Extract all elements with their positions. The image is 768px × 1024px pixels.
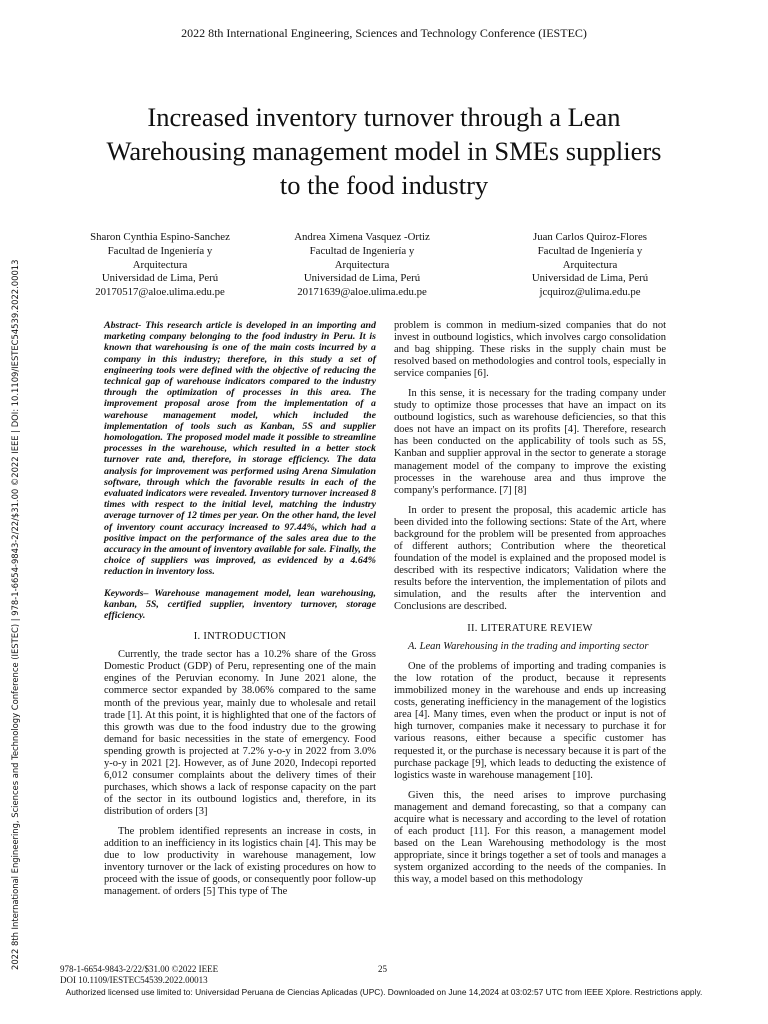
abstract: Abstract- This research article is developed in an importing and marketing company belonging to the food industry in Peru. It is known that warehousing is one of the main costs incurred by a company in this industry; therefore, in this study a set of engineering tools were defined with the objective of reducing the technical gap of warehouse indicators compared to the industry through the optimization of processes in this area. The improvement proposal arose from the implementation of a warehouse management model, which included the implementation of tools such as Kanban, 5S and supplier homologation. The proposed model made it possible to streamline processes in the warehouse, which resulted in a better stock turnover rate and, therefore, in storage efficiency. The data analysis for improvement was performed using Arena Simulation software, through which the favorable results in each of the evaluated indicators were revealed. Inventory turnover increased 8 times with respect to the initial level, matching the industry average turnover of 12 times per year. On the other hand, the level of inventory count accuracy increased to 97.44%, which had a positive impact on the performance of the sales area due to the accuracy in the amount of inventory available for sale. Finally, the choice of suppliers was improved, as evidenced by a 4.64% reduction in inventory loss. [104, 320, 376, 578]
title-line: Warehousing management model in SMEs suppliers [106, 136, 662, 166]
author-3 [490, 231, 690, 300]
author-dept: Facultad de Ingeniería y [309, 244, 415, 257]
paragraph: Currently, the trade sector has a 10.2% share of the Gross Domestic Product (GDP) of Peru, representing one of the main engines of the Peruvian economy. In June 2021 alone, the commerce sector expanded by 38.06% compared to the same month of the previous year, mainly due to wholesale and retail trade [1]. At this point, it is highlighted that one of the factors of this growth was due to the food industry due to the growing demand for basic necessities in the state of emergency. Food spending growth is projected at 7.2% y-o-y in 2022 from 3.0% y-o-y in 2021 [2]. However, as of June 2020, Indecopi reported 6,012 consumer complaints about the delivery times of their purchases, which shows a lack of response capacity on the part of the sector in its outbound logistics and, therefore, in its distribution of orders [3] [104, 649, 376, 817]
author-email: 20171639@aloe.ulima.edu.pe [297, 286, 427, 299]
paragraph: Given this, the need arises to improve purchasing management and demand forecasting, so that a company can acquire what is necessary and according to the level of rotation of each product [11]. For this reason, a management model based on the Lean Warehousing methodology is the most appropriate, since it brings together a set of tools and manages a system organized according to the needs of the companies. In this way, a model based on this methodology [394, 789, 666, 885]
author-dept: Facultad de Ingeniería y [107, 244, 213, 257]
isbn: 978-1-6654-9843-2/22/$31.00 ©2022 IEEE [60, 964, 219, 974]
paragraph: problem is common in medium-sized companies that do not invest in outbound logistics, which involves cargo consolidation and bag shipping. These risks in the supply chain must be resolved based on methodologies and control tools, especially in service companies [6]. [394, 320, 666, 380]
author-university: Universidad de Lima, Perú [531, 272, 649, 285]
left-column [104, 320, 376, 906]
author-2 [262, 231, 462, 300]
author-name: Andrea Ximena Vasquez -Ortiz [294, 231, 430, 243]
author-university: Universidad de Lima, Perú [101, 272, 219, 285]
conference-header: 2022 8th International Engineering, Sciences and Technology Conference (IESTEC) [181, 26, 587, 40]
author-dept: Arquitectura [132, 258, 188, 271]
author-1 [60, 231, 260, 300]
page-number: 25 [378, 964, 387, 974]
author-email: jcquiroz@ulima.edu.pe [539, 286, 641, 299]
paragraph: In this sense, it is necessary for the trading company under study to optimize those processes that have an impact on its outbound logistics, such as warehouse deficiencies, so that this does not have an impact on its profits [4]. Therefore, research has been conducted on the applicability of tools such as 5S, Kanban and supplier approval in the sector to generate a storage management model of the company to improve the existing processes in the warehouse area and thus improve the company's performance. [7] [8] [394, 388, 666, 496]
subsection-heading: A. Lean Warehousing in the trading and importing sector [408, 641, 649, 653]
title-line: Increased inventory turnover through a Lean [147, 102, 621, 132]
author-university: Universidad de Lima, Perú [303, 272, 421, 285]
section-heading: II. LITERATURE REVIEW [467, 623, 593, 635]
author-dept: Arquitectura [334, 258, 390, 271]
author-dept: Arquitectura [562, 258, 618, 271]
author-dept: Facultad de Ingeniería y [537, 244, 643, 257]
keywords: Keywords– Warehouse management model, lean warehousing, kanban, 5S, certified supplier, inventory turnover, storage efficiency. [104, 587, 376, 622]
title-line: to the food industry [279, 170, 489, 200]
right-column [394, 320, 666, 894]
side-banner: 2022 8th International Engineering, Sciences and Technology Conference (IESTEC) | 978-1-6654-9843-2/22/$31.00 ©2022 IEEE | DOI: 10.1109/IESTEC54539.2022.00013 [10, 259, 20, 970]
doi: DOI 10.1109/IESTEC54539.2022.00013 [60, 975, 208, 985]
author-name: Sharon Cynthia Espino-Sanchez [90, 231, 230, 243]
paper-title [70, 100, 698, 202]
section-heading: I. INTRODUCTION [193, 631, 287, 643]
author-email: 20170517@aloe.ulima.edu.pe [95, 286, 225, 299]
author-name: Juan Carlos Quiroz-Flores [533, 231, 647, 243]
license-notice: Authorized licensed use limited to: Universidad Peruana de Ciencias Aplicadas (UPC). Downloaded on June 14,2024 at 03:02:57 UTC from IEEE Xplore. Restrictions apply. [65, 987, 703, 997]
paragraph: One of the problems of importing and trading companies is the low rotation of the product, because it represents immobilized money in the warehouse and ends up increasing costs, generating inefficiency in the management of the logistics area [4]. Many times, even when the product or input is not of high turnover, companies make it necessary to purchase it for various reasons, either because a specific customer has requested it, or the purchase is necessary because it is part of the purchase package [9], which leads to deducting the existence of logistics waste in warehouse management [10]. [394, 661, 666, 781]
paragraph: In order to present the proposal, this academic article has been divided into the following sections: State of the Art, where background for the problem will be presented from approaches of different authors; Contribution where the theoretical foundation of the model is explained and the proposed model is described with its respective indicators; Validation where the results before the intervention, the implementation of pilots and simulation, and the results after the intervention and Conclusions are described. [394, 504, 666, 613]
paragraph: The problem identified represents an increase in costs, in addition to an inefficiency in its logistics chain [4]. This may be due to low productivity in warehouse management, low inventory turnover or the lack of existing procedures on how to proceed with the issue of goods, or consequently poor follow-up management. of orders [5] This type of The [104, 825, 376, 898]
footer-identifiers [60, 964, 218, 986]
